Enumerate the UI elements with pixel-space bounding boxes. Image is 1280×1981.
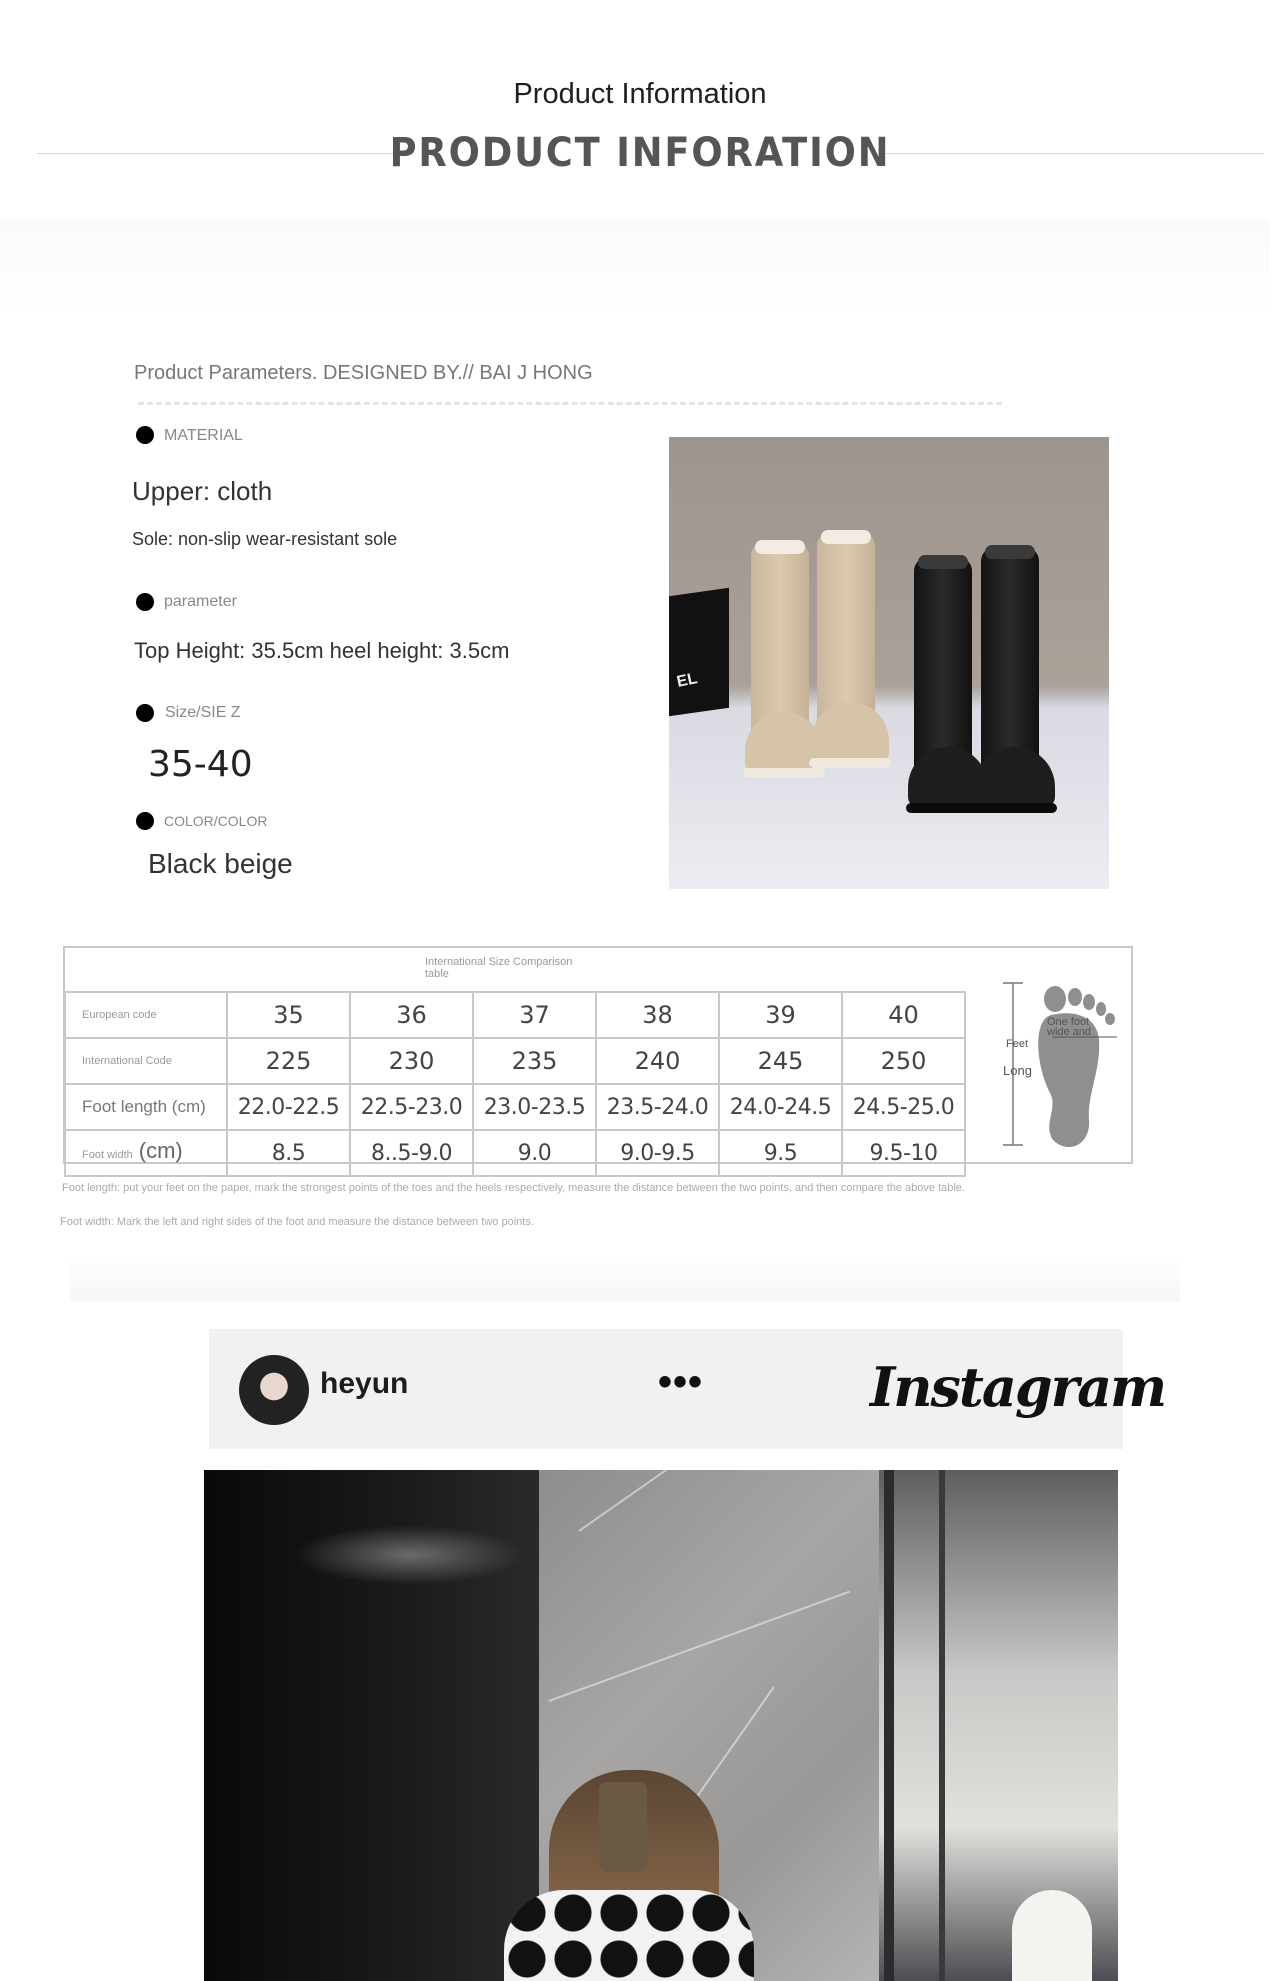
size-table: [64, 991, 966, 1177]
page-title: Product Information: [513, 78, 767, 110]
table-cell: 40: [842, 992, 965, 1038]
table-row: [65, 992, 965, 1038]
foot-length-note: Foot length: put your feet on the paper, mark the strongest points of the toes and the heels respectively, measure the distance between the two points, and then compare the above table.: [62, 1182, 965, 1194]
table-cell: 24.5-25.0: [842, 1084, 965, 1130]
table-cell: 36: [350, 992, 473, 1038]
table-cell: 230: [350, 1038, 473, 1084]
more-options-icon[interactable]: •••: [658, 1360, 704, 1404]
checkered-sweater: [504, 1890, 754, 1981]
phone: [599, 1782, 647, 1872]
table-cell: 9.5-10: [842, 1130, 965, 1176]
lifestyle-photo: [204, 1470, 1118, 1981]
size-table-title: International Size Comparison table: [425, 956, 573, 980]
door-frame: [884, 1470, 894, 1981]
parameter-label: parameter: [164, 593, 237, 610]
instagram-username[interactable]: heyun: [320, 1367, 409, 1400]
table-cell: 23.0-23.5: [473, 1084, 596, 1130]
table-cell: 22.5-23.0: [350, 1084, 473, 1130]
table-cell: 23.5-24.0: [596, 1084, 719, 1130]
product-photo: [669, 437, 1109, 889]
bullet-dot-icon: [136, 426, 154, 444]
table-cell: 240: [596, 1038, 719, 1084]
params-heading: Product Parameters. DESIGNED BY.// BAI J HONG: [134, 362, 593, 384]
foot-long-label-b: Long: [1003, 1063, 1032, 1078]
beige-boot: [751, 542, 809, 772]
table-cell: 9.0: [473, 1130, 596, 1176]
lamp: [1012, 1890, 1092, 1981]
table-cell: 35: [227, 992, 350, 1038]
color-label: COLOR/COLOR: [164, 813, 268, 829]
table-cell: 9.5: [719, 1130, 842, 1176]
table-cell: 9.0-9.5: [596, 1130, 719, 1176]
material-label: MATERIAL: [164, 427, 243, 444]
sole-material: Sole: non-slip wear-resistant sole: [132, 529, 398, 549]
params-divider: [138, 402, 1002, 405]
size-range: 35-40: [148, 744, 253, 785]
table-cell: 225: [227, 1038, 350, 1084]
bullet-dot-icon: [136, 812, 154, 830]
black-boot: [981, 547, 1039, 807]
shopping-bag: [669, 588, 729, 716]
light-glare: [294, 1525, 524, 1585]
table-row: [65, 1038, 965, 1084]
row-label: International Code: [65, 1038, 227, 1084]
bullet-dot-icon: [136, 704, 154, 722]
table-cell: 235: [473, 1038, 596, 1084]
table-cell: 250: [842, 1038, 965, 1084]
row-label: [65, 1130, 227, 1176]
table-cell: 22.0-22.5: [227, 1084, 350, 1130]
table-row: [65, 1084, 965, 1130]
decorative-band: [0, 220, 1270, 320]
table-cell: 245: [719, 1038, 842, 1084]
table-row: [65, 1130, 965, 1176]
color-value: Black beige: [148, 848, 293, 879]
height-spec: Top Height: 35.5cm heel height: 3.5cm: [134, 638, 510, 663]
decorative-band: [70, 1262, 1180, 1302]
row-label: Foot length (cm): [65, 1084, 227, 1130]
table-cell: 24.0-24.5: [719, 1084, 842, 1130]
size-label: Size/SIE Z: [165, 704, 241, 721]
black-boot: [914, 557, 972, 807]
bullet-dot-icon: [136, 593, 154, 611]
table-cell: 8.5: [227, 1130, 350, 1176]
instagram-logo: Instagram: [870, 1355, 1166, 1419]
table-cell: 8..5-9.0: [350, 1130, 473, 1176]
table-cell: 37: [473, 992, 596, 1038]
avatar[interactable]: [239, 1355, 309, 1425]
row-label: European code: [65, 992, 227, 1038]
upper-material: Upper: cloth: [132, 476, 273, 506]
page-subtitle: PRODUCT INFORATION: [389, 130, 891, 176]
foot-width-label: Foot width: [82, 1149, 133, 1161]
foot-long-label-a: Feet: [1006, 1038, 1029, 1050]
bag-lettering: EL: [675, 670, 699, 691]
table-cell: 38: [596, 992, 719, 1038]
table-cell: 39: [719, 992, 842, 1038]
foot-wide-label: One foot wide and: [1047, 1016, 1092, 1038]
beige-boot: [817, 532, 875, 762]
door-frame: [939, 1470, 945, 1981]
foot-width-note: Foot width: Mark the left and right sides of the foot and measure the distance between two points.: [60, 1216, 534, 1228]
foot-width-unit: (cm): [138, 1138, 183, 1163]
